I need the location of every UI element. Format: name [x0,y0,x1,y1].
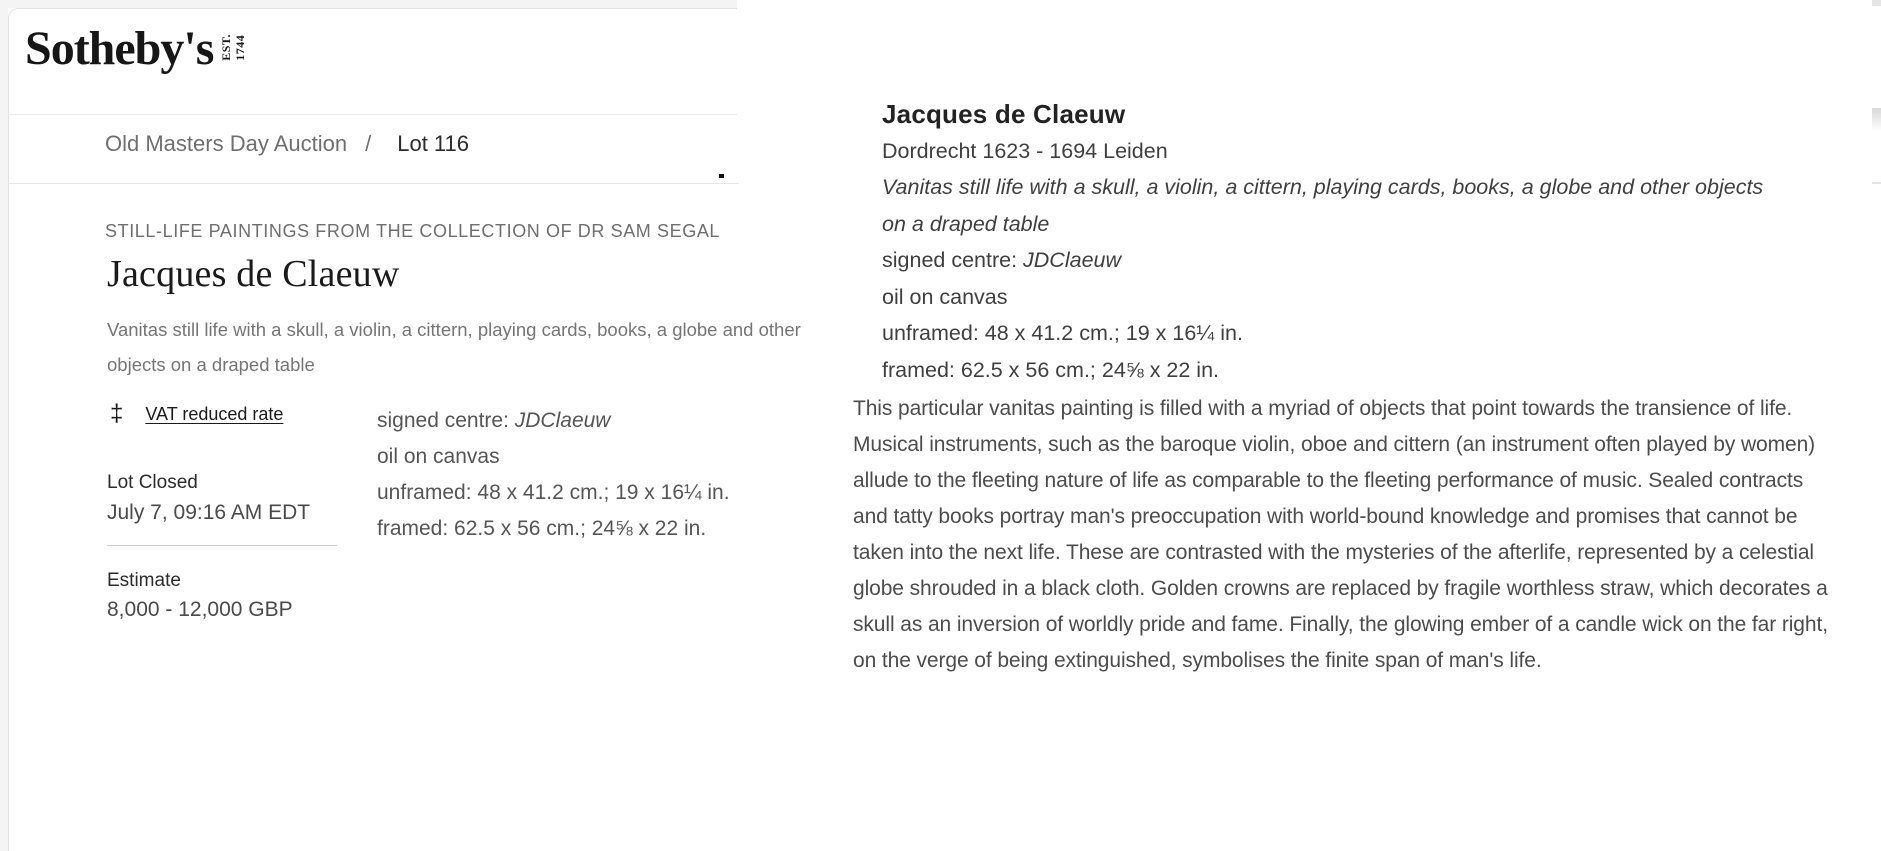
spec-framed: framed: 62.5 x 56 cm.; 24⅝ x 22 in. [377,517,707,540]
artwork-specs [377,403,730,547]
artist-name-heading: Jacques de Claeuw [107,253,400,295]
spec-medium: oil on canvas [377,445,500,468]
breadcrumb-current-lot: Lot 116 [397,131,470,156]
details-signed: signed centre: JDClaeuw [882,248,1122,272]
estimate-label: Estimate [107,570,181,591]
details-framed: framed: 62.5 x 56 cm.; 24⅝ x 22 in. [882,357,1220,382]
details-artist-name: Jacques de Claeuw [882,99,1126,129]
lot-closed-datetime: July 7, 09:16 AM EDT [107,501,311,524]
details-unframed: unframed: 48 x 41.2 cm.; 19 x 16¼ in. [882,321,1243,345]
vat-row [110,402,283,426]
vat-reduced-rate-link[interactable]: VAT reduced rate [145,403,284,424]
adjacent-panel-top-border [1872,0,1881,6]
artwork-title-summary: Vanitas still life with a skull, a violin, a cittern, playing cards, books, a globe and other objects on a draped table [107,319,801,375]
lot-details-panel [882,96,1792,388]
estimate-value: 8,000 - 12,000 GBP [107,598,293,621]
catalogue-note-essay: This particular vanitas painting is filled with a myriad of objects that point towards the transience of life. Musical instruments, such as the baroque violin, oboe and cittern (an instrument often played by women) allude to the fleeting nature of life as comparable to the fleeting performance of music. Sealed contracts and tatty books portray man's preoccupation with world-bound knowledge and promises that cannot be taken into the next life. These are contrasted with the mysteries of the afterlife, represented by a celestial globe shrouded in a black cloth. Golden crowns are replaced by fragile worthless straw, which decorates a skull as an inversion of worldly pride and fame. Finally, the glowing ember of a candle wick on the far right, on the verge of being extinguished, symbolises the finite span of man's life. [853,397,1828,672]
breadcrumb [105,131,469,157]
estimate-divider [107,545,337,546]
adjacent-panel-header-shadow [1872,108,1881,131]
details-life-dates: Dordrecht 1623 - 1694 Leiden [882,138,1168,163]
breadcrumb-divider [8,183,739,184]
breadcrumb-auction-link[interactable]: Old Masters Day Auction [105,131,348,156]
sothebys-wordmark: Sotheby's [25,22,214,75]
stray-cursor-dot [719,174,724,178]
collection-overline: STILL-LIFE PAINTINGS FROM THE COLLECTION OF DR SAM SEGAL [105,221,721,241]
header-divider [8,114,737,115]
details-artwork-title: Vanitas still life with a skull, a violin, a cittern, playing cards, books, a globe and other objects on a draped table [882,175,1764,236]
lot-status-label: Lot Closed [107,472,198,493]
adjacent-panel-divider [1872,182,1881,184]
page-gutter-top [0,0,737,8]
double-dagger-icon: ‡ [110,400,124,427]
spec-unframed: unframed: 48 x 41.2 cm.; 19 x 16¼ in. [377,481,730,504]
page-gutter-left [0,0,8,851]
spec-signed: signed centre: JDClaeuw [377,409,611,432]
est-1744-mark: EST. 1744 [219,33,248,61]
sothebys-logo[interactable] [25,14,248,84]
details-medium: oil on canvas [882,284,1008,309]
breadcrumb-separator: / [365,131,372,156]
adjacent-panel-edge [1872,0,1881,851]
